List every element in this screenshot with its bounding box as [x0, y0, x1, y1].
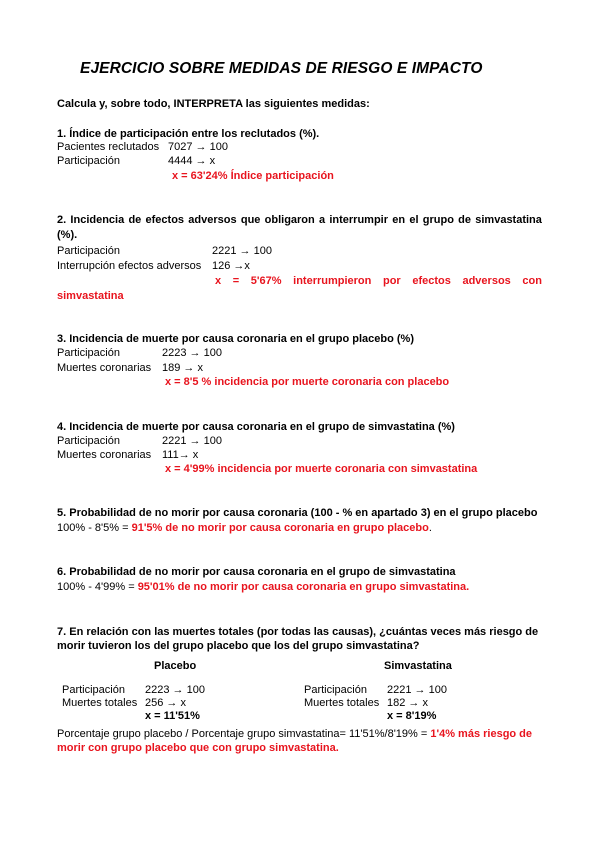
q2-word: de — [128, 214, 142, 226]
q2-word: adversos — [188, 214, 237, 226]
simva-result: x = 8'19% — [387, 710, 437, 722]
q2-result-word: efectos — [412, 275, 451, 287]
q2-word: el — [409, 214, 419, 226]
q2-word: simvastatina — [475, 214, 542, 226]
q2-result-word: adversos — [462, 275, 511, 287]
q2-result-word: = — [232, 275, 240, 287]
q7-conclusion-result: 1'4% más riesgo de — [430, 728, 533, 740]
q1-row2-label: Participación — [57, 155, 120, 167]
q2-row1-label: Participación — [57, 245, 120, 257]
simva-row1-value: 2221 → 100 — [387, 684, 447, 696]
placebo-result: x = 11'51% — [145, 710, 200, 722]
q2-result-word: 5'67% — [250, 275, 282, 287]
q7-conclusion-line1 — [57, 728, 532, 740]
q2-word: obligaron — [264, 214, 315, 226]
q2-word: en — [392, 214, 406, 226]
q5-line — [57, 522, 432, 534]
q6-heading: 6. Probabilidad de no morir por causa coronaria en el grupo de simvastatina — [57, 566, 456, 578]
q2-heading-line1 — [57, 214, 542, 226]
q2-word: Incidencia — [70, 214, 125, 226]
q4-row1-value: 2221 → 100 — [162, 435, 222, 447]
q2-result-word: por — [382, 275, 401, 287]
q3-row2-label: Muertes coronarias — [57, 362, 152, 374]
q2-result-word: interrumpieron — [293, 275, 372, 287]
q4-row2-label: Muertes coronarias — [57, 449, 152, 461]
q5-tail: . — [428, 522, 432, 534]
placebo-row2-label: Muertes totales — [62, 697, 138, 709]
q6-calc: 100% - 4'99% = — [57, 581, 135, 593]
q2-heading-line2: (%). — [57, 229, 78, 241]
page-title: EJERCICIO SOBRE MEDIDAS DE RIESGO E IMPACTO — [80, 60, 483, 77]
placebo-row2-value: 256 → x — [145, 697, 186, 709]
q2-result-line1 — [215, 275, 542, 287]
simva-row2-value: 182 → x — [387, 697, 428, 709]
q7-heading-line1: 7. En relación con las muertes totales (por todas las causas), ¿cuántas veces más riesgo de — [57, 626, 539, 638]
q3-row2-value: 189 → x — [162, 362, 203, 374]
q2-result-word: x — [215, 275, 222, 287]
q5-heading: 5. Probabilidad de no morir por causa coronaria (100 - % en apartado 3) en el grupo placebo — [57, 507, 538, 519]
placebo-header: Placebo — [154, 660, 197, 672]
q4-result: x = 4'99% incidencia por muerte coronaria con simvastatina — [165, 463, 478, 475]
placebo-row1-value: 2223 → 100 — [145, 684, 205, 696]
q1-row1-label: Pacientes reclutados — [57, 141, 160, 153]
q1-row2-value: 4444 → x — [168, 155, 216, 167]
simva-row2-label: Muertes totales — [304, 697, 380, 709]
q7-heading-line2: morir tuvieron los del grupo placebo que los del grupo simvastatina? — [57, 640, 420, 652]
q2-word: 2. — [57, 214, 67, 226]
q7-conclusion-prefix: Porcentaje grupo placebo / Porcentaje grupo simvastatina= 11'51%/8'19% = — [57, 728, 428, 740]
placebo-row1-label: Participación — [62, 684, 125, 696]
q6-result: 95'01% de no morir por causa coronaria en grupo simvastatina. — [137, 581, 470, 593]
q6-line — [57, 581, 469, 593]
q3-row1-value: 2223 → 100 — [162, 347, 222, 359]
q5-calc: 100% - 8'5% = — [57, 522, 129, 534]
q1-result: x = 63'24% Índice participación — [172, 170, 334, 182]
q2-word: interrumpir — [329, 214, 389, 226]
q2-word: que — [240, 214, 261, 226]
q2-row1-value: 2221 → 100 — [212, 245, 272, 257]
q2-result-line2: simvastatina — [57, 290, 124, 302]
simvastatina-header: Simvastatina — [384, 660, 452, 672]
simva-row1-label: Participación — [304, 684, 367, 696]
q2-row2-label: Interrupción efectos adversos — [57, 260, 202, 272]
q4-row2-value: 111→ x — [162, 449, 199, 461]
q2-word: de — [458, 214, 472, 226]
q1-row1-value: 7027 → 100 — [168, 141, 228, 153]
q2-result-word: con — [522, 275, 542, 287]
q2-word: a — [318, 214, 326, 226]
q2-row2-value: 126 →x — [212, 260, 250, 272]
q3-result: x = 8'5 % incidencia por muerte coronaria con placebo — [165, 376, 450, 388]
q3-heading: 3. Incidencia de muerte por causa coronaria en el grupo placebo (%) — [57, 333, 414, 345]
q4-heading: 4. Incidencia de muerte por causa coronaria en el grupo de simvastatina (%) — [57, 421, 455, 433]
q2-word: efectos — [145, 214, 185, 226]
q4-row1-label: Participación — [57, 435, 120, 447]
q1-heading: 1. Índice de participación entre los reclutados (%). — [57, 128, 320, 140]
q7-conclusion-line2: morir con grupo placebo que con grupo simvastatina. — [57, 742, 339, 754]
intro-instruction: Calcula y, sobre todo, INTERPRETA las siguientes medidas: — [57, 98, 370, 110]
q2-word: grupo — [422, 214, 454, 226]
q3-row1-label: Participación — [57, 347, 120, 359]
q5-result: 91'5% de no morir por causa coronaria en grupo placebo — [131, 522, 429, 534]
